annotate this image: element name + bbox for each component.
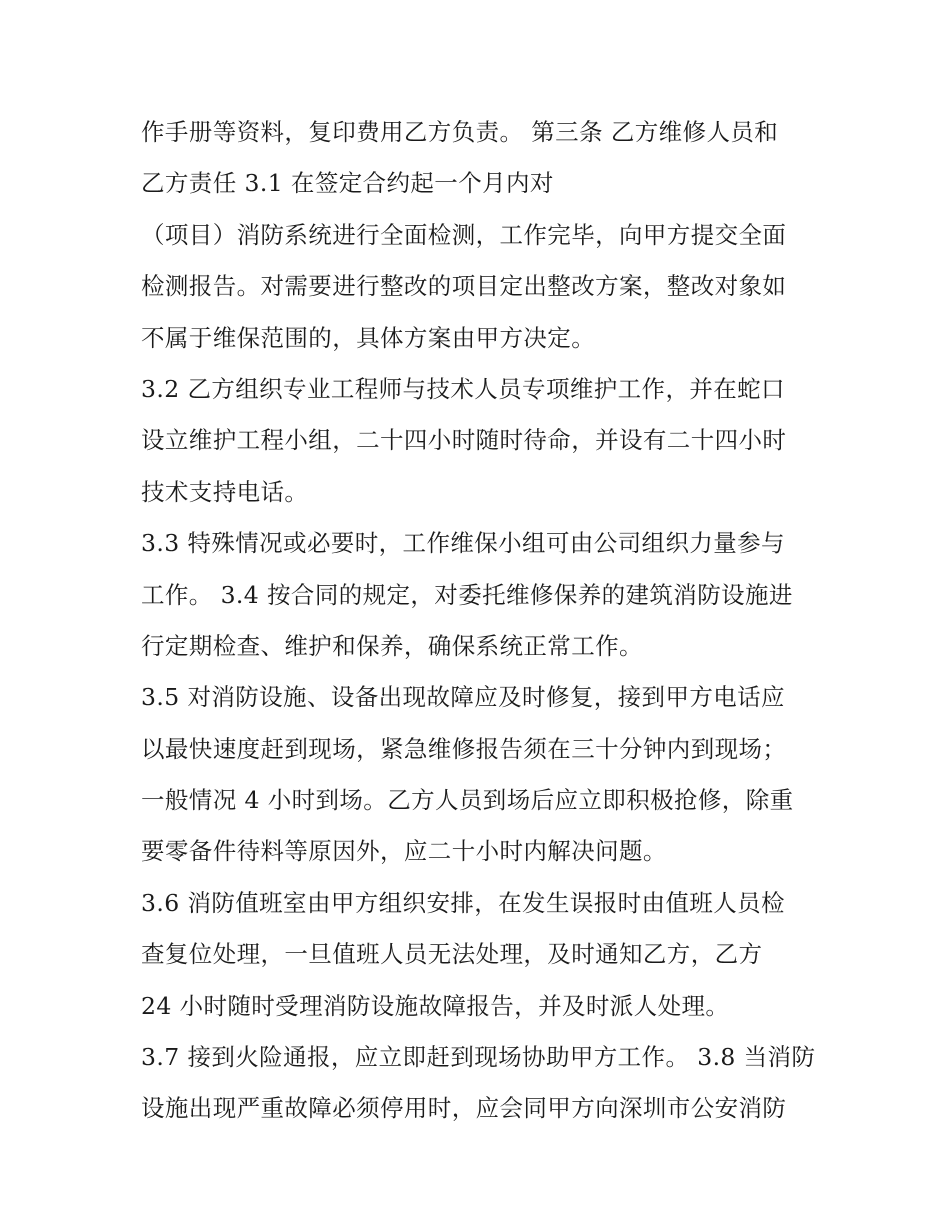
body-text bbox=[141, 107, 821, 1135]
text-line: 要零备件待料等原因外，应二十小时内解决问题。 bbox=[141, 837, 667, 866]
text-line: 技术支持电话。 bbox=[141, 477, 309, 506]
text-line: 检测报告。对需要进行整改的项目定出整改方案，整改对象如 bbox=[141, 272, 787, 301]
text-line: 以最快速度赶到现场，紧急维修报告须在三十分钟内到现场； bbox=[141, 734, 787, 763]
text-line: 作手册等资料，复印费用乙方负责。 第三条 乙方维修人员和 bbox=[141, 118, 779, 146]
text-line: 查复位处理，一旦值班人员无法处理，及时通知乙方，乙方 bbox=[141, 940, 763, 969]
text-line: 3.5 对消防设施、设备出现故障应及时修复，接到甲方电话应 bbox=[141, 683, 785, 712]
text-line: 工作。 3.4 按合同的规定，对委托维修保养的建筑消防设施进 bbox=[141, 580, 793, 609]
text-line: 乙方责任 3.1 在签定合约起一个月内对 bbox=[141, 169, 554, 198]
text-line: 3.3 特殊情况或必要时，工作维保小组可由公司组织力量参与 bbox=[141, 529, 785, 558]
text-line: 不属于维保范围的，具体方案由甲方决定。 bbox=[141, 323, 596, 352]
text-line: 3.2 乙方组织专业工程师与技术人员专项维护工作，并在蛇口 bbox=[141, 374, 785, 403]
text-line: 一般情况 4 小时到场。乙方人员到场后应立即积极抢修，除重 bbox=[141, 786, 794, 815]
text-line: 设立维护工程小组，二十四小时随时待命，并设有二十四小时 bbox=[141, 426, 787, 455]
text-line: 设施出现严重故障必须停用时，应会同甲方向深圳市公安消防 bbox=[141, 1094, 787, 1123]
text-line: （项目）消防系统进行全面检测，工作完毕，向甲方提交全面 bbox=[141, 220, 787, 249]
text-line: 24 小时随时受理消防设施故障报告，并及时派人处理。 bbox=[141, 991, 730, 1020]
text-line: 3.6 消防值班室由甲方组织安排，在发生误报时由值班人员检 bbox=[141, 888, 785, 917]
text-line: 行定期检查、维护和保养，确保系统正常工作。 bbox=[141, 631, 643, 660]
text-line: 3.7 接到火险通报，应立即赶到现场协助甲方工作。 3.8 当消防 bbox=[141, 1043, 816, 1072]
